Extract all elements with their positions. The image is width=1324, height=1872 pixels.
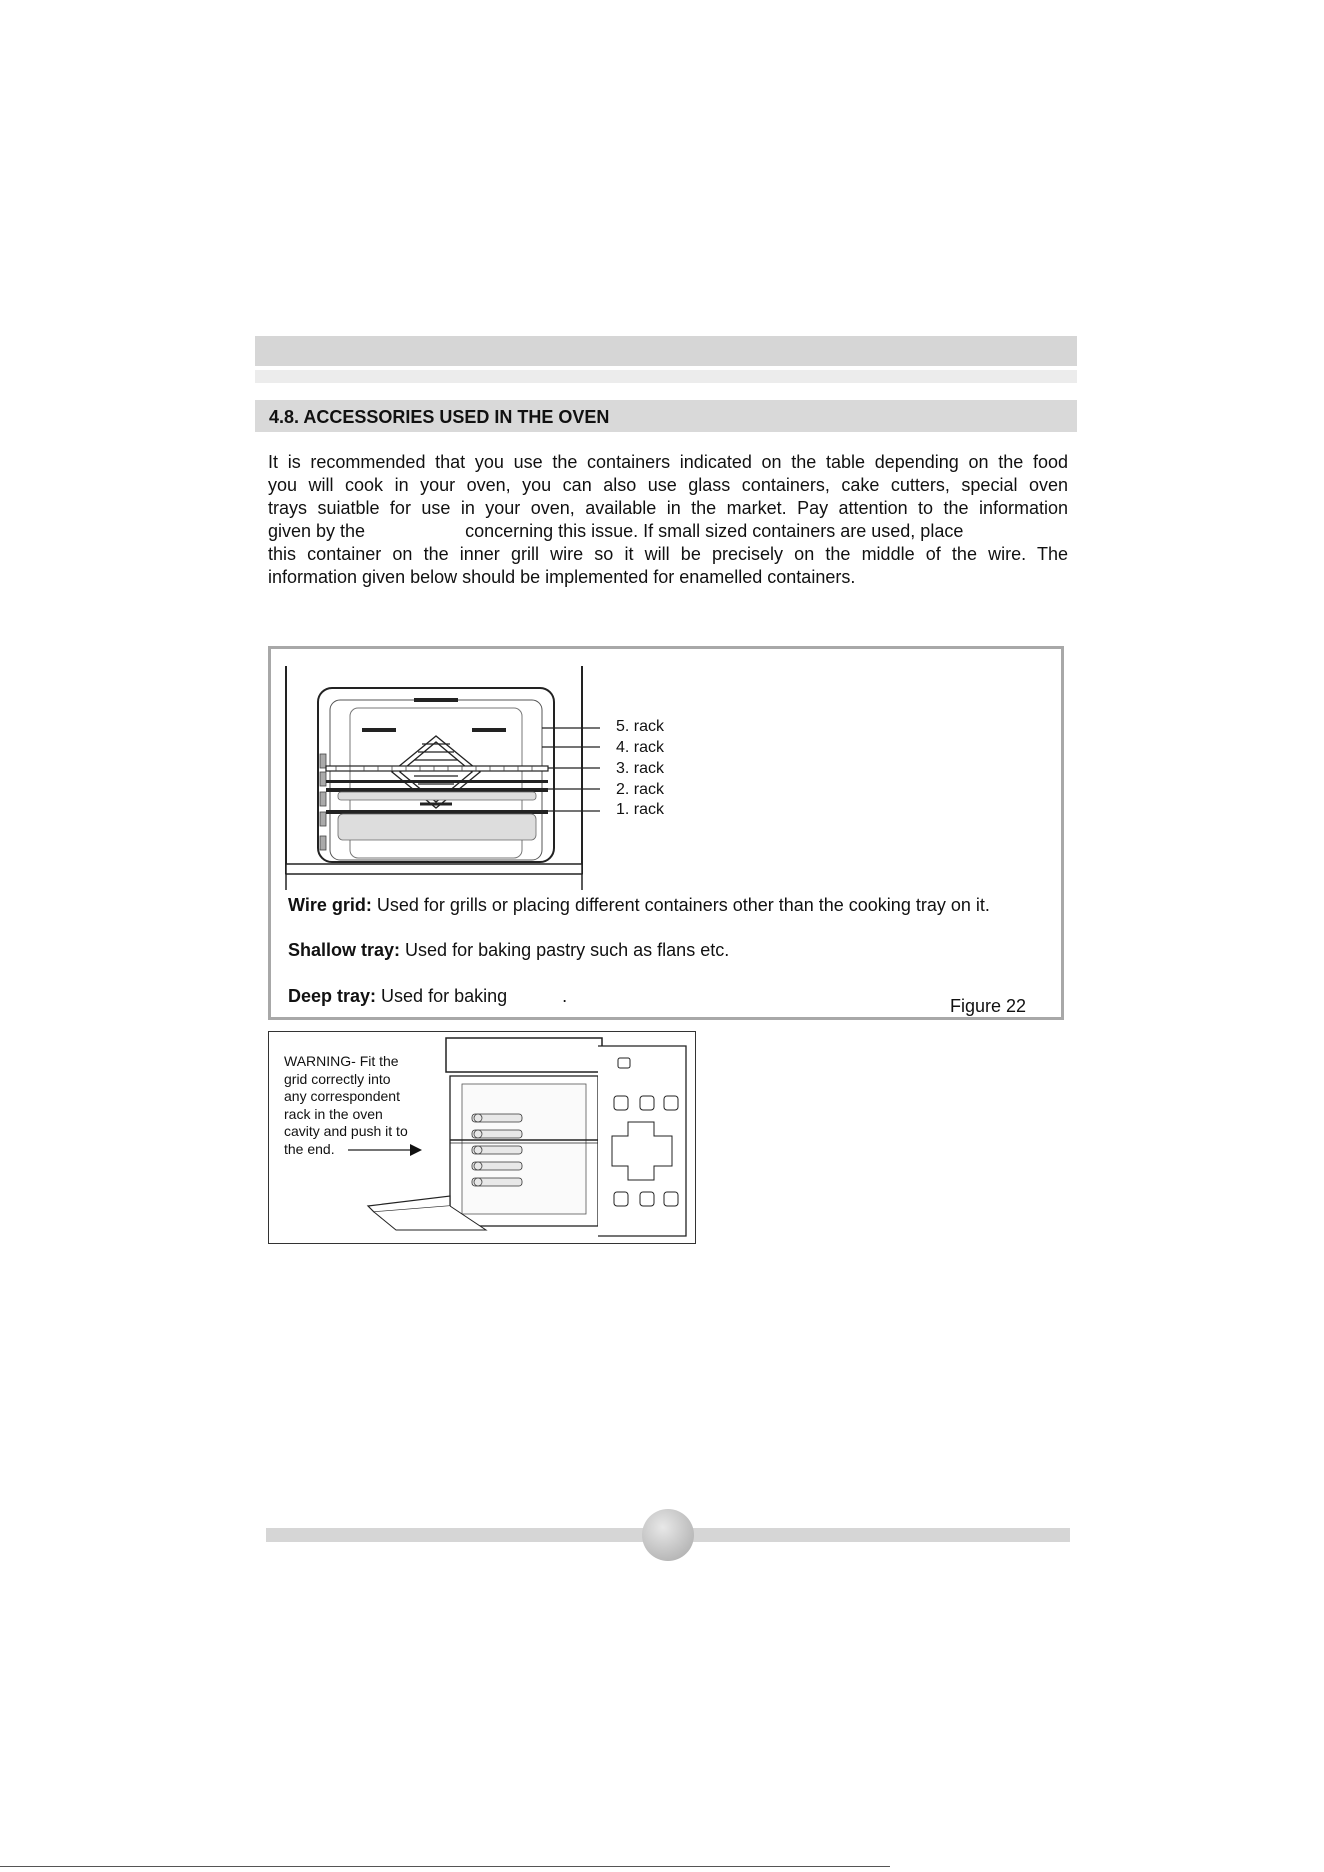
section-title: 4.8. ACCESSORIES USED IN THE OVEN — [269, 407, 610, 427]
shallow-tray-label: Shallow tray: — [288, 940, 401, 960]
deep-tray-description — [288, 986, 567, 1007]
header-band — [255, 336, 1077, 366]
bottom-rule — [0, 1866, 890, 1867]
wire-grid-label: Wire grid: — [288, 895, 372, 915]
intro-line: given by the concerning this issue. If small sized containers are used, place — [268, 521, 964, 541]
header-band-thin — [255, 370, 1077, 383]
oven-door-diagram — [366, 1036, 692, 1240]
rack-label-3: 3. rack — [616, 760, 665, 777]
intro-line: It is recommended that you use the containers indicated on the table depending on the food — [268, 452, 1068, 472]
intro-line: this container on the inner grill wire so it will be precisely on the middle of the wire. The — [268, 544, 1068, 564]
oven-rack-diagram — [280, 664, 600, 894]
deep-tray-text: Used for baking . — [381, 986, 568, 1006]
figure-caption: Figure 22 — [950, 996, 1027, 1016]
intro-line: information given below should be implemented for enamelled containers. — [268, 567, 856, 587]
warning-line: grid correctly into — [284, 1070, 391, 1087]
section-heading-bar — [255, 400, 1077, 432]
intro-line: you will cook in your oven, you can also use glass containers, cake cutters, special oven — [268, 475, 1068, 495]
wire-grid-text: Used for grills or placing different containers other than the cooking tray on it. — [376, 895, 990, 915]
intro-paragraph — [268, 451, 1068, 589]
rack-label-4: 4. rack — [616, 739, 665, 756]
warning-line: the end. — [284, 1140, 335, 1157]
warning-line: rack in the oven — [284, 1105, 383, 1122]
rack-label-2: 2. rack — [616, 781, 665, 798]
shallow-tray-description — [288, 940, 729, 961]
shallow-tray-text: Used for baking pastry such as flans etc. — [405, 940, 730, 960]
warning-line: cavity and push it to — [284, 1123, 408, 1139]
rack-label-5: 5. rack — [616, 718, 665, 735]
rack-label-1: 1. rack — [616, 801, 665, 818]
wire-grid-description — [288, 895, 990, 916]
intro-line: trays suiatble for use in your oven, available in the market. Pay attention to the information — [268, 498, 1068, 518]
warning-line: WARNING- Fit the — [284, 1053, 399, 1069]
warning-line: any correspondent — [284, 1088, 400, 1104]
deep-tray-label: Deep tray: — [288, 986, 377, 1006]
page-number-circle — [642, 1509, 694, 1561]
